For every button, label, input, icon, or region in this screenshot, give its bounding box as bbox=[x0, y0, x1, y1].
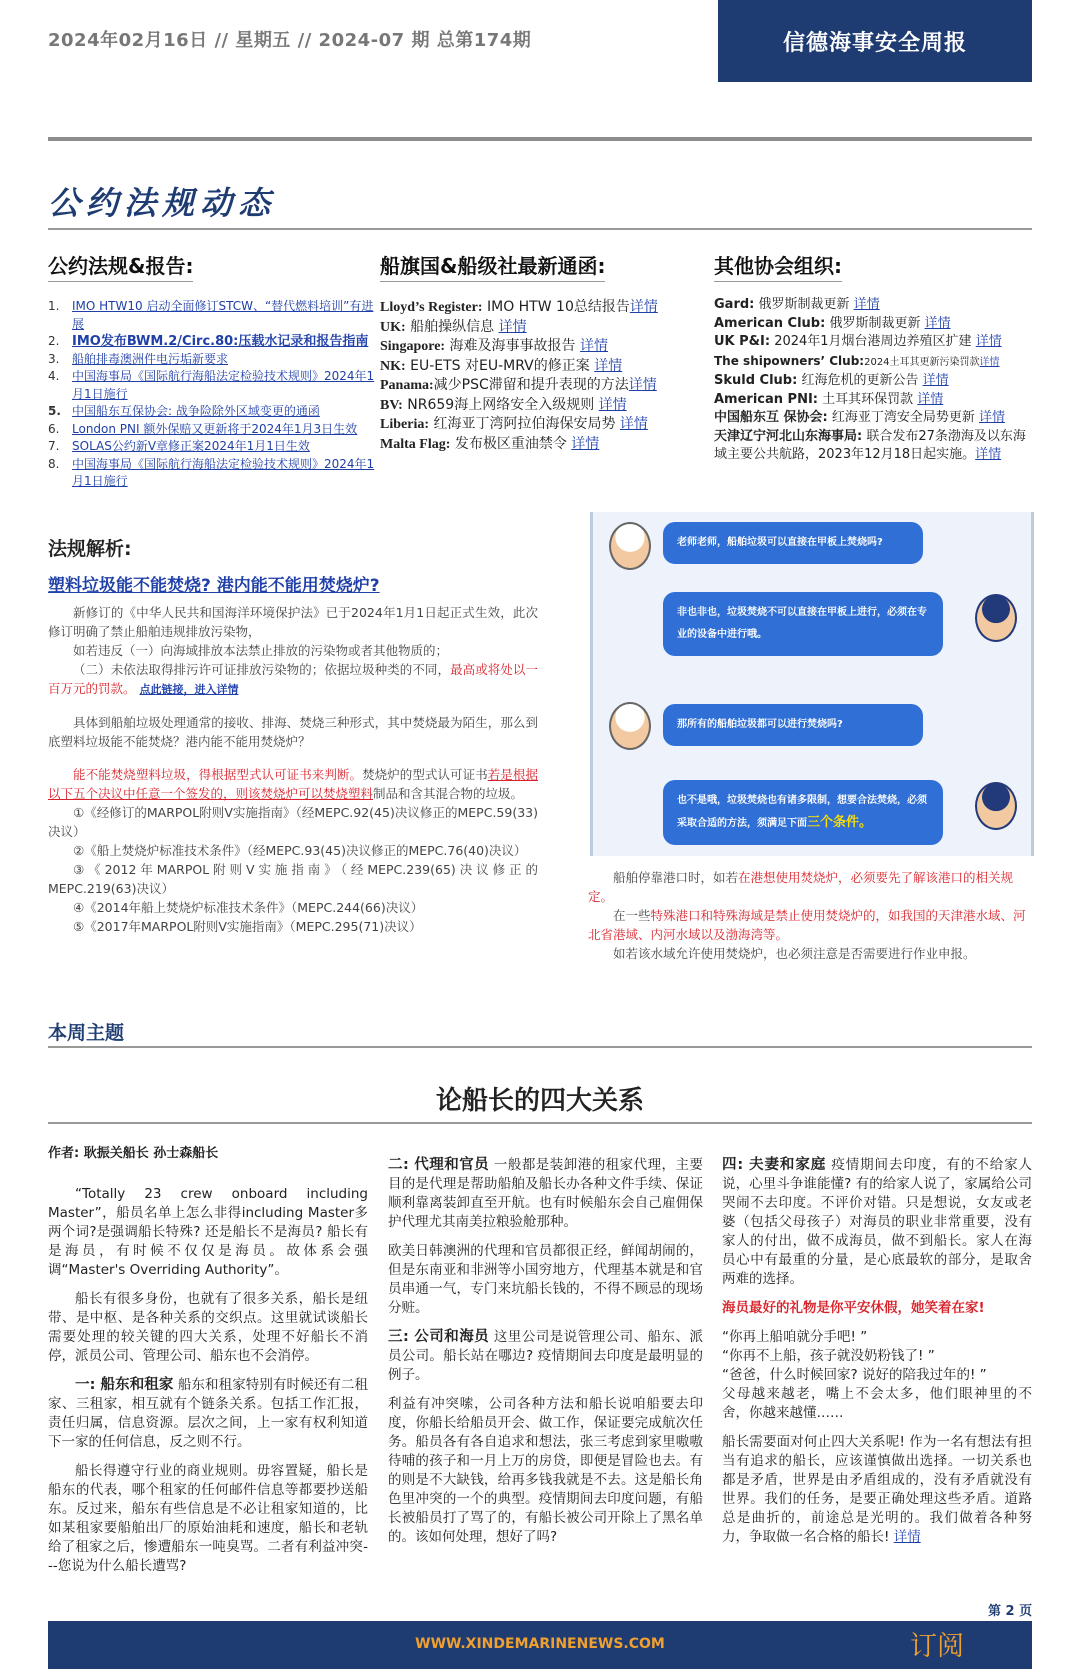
list-item: Gard: 俄罗斯制裁更新 详情 bbox=[714, 297, 880, 312]
section-title: 公约法规动态 bbox=[48, 184, 277, 222]
paragraph: 利益有冲突嗦，公司各种方法和船长说咱船要去印度，你船长给船员开会、做工作，保证要完成航次任务。船员各有各自追求和想法，张三考虑到家里嗷嗷待哺的孩子和一月上万的房贷，即便是冒险也去。有的则是不大缺钱，给再多钱我就是不去。这是船长角色里冲突的一个的典型。疫情期间去印度问题，有船长被船员打了骂了的，有船长被公司开除上了黑名单的。该如何处理，想好了吗? bbox=[388, 1396, 703, 1545]
resolution-item: ⑤《2017年MARPOL附则V实施指南》（MEPC.295(71)决议） bbox=[73, 919, 422, 934]
chat-bubble-answer: 也不是哦，垃圾焚烧也有诸多限制，想要合法焚烧，必须采取合适的方法，须满足下面三个条件。 bbox=[663, 780, 943, 845]
article-column-2 bbox=[388, 1156, 703, 1557]
regulation-link[interactable]: 中国海事局《国际航行海船法定检验技术规则》2024年1月1日施行 bbox=[72, 369, 375, 401]
weekly-divider bbox=[48, 1046, 1032, 1048]
list-item: Liberia: 红海亚丁湾阿拉伯海保安局势 详情 bbox=[380, 416, 648, 432]
regulation-link[interactable]: 中国海事局《国际航行海船法定检验技术规则》2024年1月1日施行 bbox=[72, 456, 375, 488]
paragraph: （二）未依法取得排污许可证排放污染物的；依据垃圾种类的不同，最高或将处以一百万元的罚款。 点此链接，进入详情 bbox=[48, 662, 538, 696]
list-item: The shipowners’ Club:2024土耳其更新污染罚款详情 bbox=[714, 353, 1000, 368]
detail-link[interactable]: 详情 bbox=[917, 391, 944, 407]
paragraph: 三: 公司和海员 这里公司是说管理公司、船东、派员公司。船长站在哪边? 疫情期间去印度是最明显的例子。 bbox=[388, 1329, 703, 1383]
resolution-item: ②《船上焚烧炉标准技术条件》（经MEPC.93(45)决议修正的MEPC.76(40)决议） bbox=[73, 843, 527, 858]
detail-link[interactable]: 详情 bbox=[922, 373, 949, 388]
paragraph: 船长得遵守行业的商业规则。毋容置疑，船长是船东的代表，哪个租家的任何邮件信息等都要抄送船东。反过来，船东有些信息是不必让租家知道的，比如某租家要船舶出厂的原始油耗和速度，船长和老轨给了租家之后，惨遭船东一吨臭骂。二者有利益冲突---您说为什么船长遭骂? bbox=[48, 1463, 368, 1574]
list-item: Malta Flag: 发布极区重油禁令 详情 bbox=[380, 435, 600, 452]
paragraph: “Totally 23 crew onboard including Master”，船员名单上怎么非得including Master多两个词?是强调船长特殊? 还是船长不是海员? 船长有是海员，有时候不仅仅是海员。故体系会强调“Master's Overriding Authority”。 bbox=[48, 1186, 368, 1278]
regulation-link[interactable]: IMO发布BWM.2/Circ.80:压载水记录和报告指南 bbox=[72, 334, 369, 349]
detail-link[interactable]: 详情 bbox=[498, 318, 527, 335]
list-item: Singapore: 海难及海事事故报告 详情 bbox=[380, 338, 608, 354]
brand-box bbox=[718, 0, 1032, 82]
list-item: American PNI: 土耳其环保罚款 详情 bbox=[714, 391, 944, 407]
paragraph: 在一些特殊港口和特殊海域是禁止使用焚烧炉的，如我国的天津港水域、河北省港域、内河水域以及渤海湾等。 bbox=[588, 908, 1026, 942]
paragraph: 如若违反（一）向海域排放本法禁止排放的污染物或者其他物质的； bbox=[73, 643, 449, 658]
paragraph: 能不能焚烧塑料垃圾，得根据型式认可证书来判断。焚烧炉的型式认可证书若是根据以下五个决议中任意一个签发的，则该焚烧炉可以焚烧塑料制品和含其混合物的垃圾。 bbox=[48, 767, 538, 801]
article-column-1 bbox=[48, 1144, 368, 1586]
article-title: 论船长的四大关系 bbox=[435, 1086, 644, 1116]
analysis-body bbox=[48, 603, 538, 936]
list-item: American Club: 俄罗斯制裁更新 详情 bbox=[714, 315, 951, 331]
regulation-link[interactable]: IMO HTW10 启动全面修订STCW、“替代燃料培训”有进展 bbox=[72, 299, 374, 331]
chef-avatar bbox=[609, 702, 651, 750]
website-link[interactable]: WWW.XINDEMARINENEWS.COM bbox=[415, 1636, 665, 1652]
paragraph: 四: 夫妻和家庭 疫情期间去印度，有的不给家人说，心里斗争谁能懂? 有的给家人说了，家属给公司哭闹不去印度。不评价对错。只是想说，女友或老婆（包括父母孩子）对海员的职业非常重要，没有家人的付出，做不成海员，做不到船长。家人在海员心中有最重的分量，是心底最软的部分，是取舍两难的选择。 bbox=[722, 1157, 1032, 1287]
list-item[interactable]: 8. 中国海事局《国际航行海船法定检验技术规则》2024年1月1日施行 bbox=[48, 456, 378, 491]
list-item: NK: EU-ETS 对EU-MRV的修正案 详情 bbox=[380, 357, 623, 374]
regulation-link[interactable]: 船舶排毒澳洲件电污垢新要求 bbox=[72, 351, 229, 366]
list-item[interactable]: 6. London PNI 额外保赔又更新将于2024年1月3日生效 bbox=[48, 421, 378, 439]
association-list bbox=[714, 296, 1032, 465]
captain-avatar bbox=[975, 594, 1017, 642]
flag-state-list bbox=[380, 298, 700, 454]
resolution-item: ④《2014年船上焚烧炉标准技术条件》（MEPC.244(66)决议） bbox=[73, 900, 424, 915]
list-item: Skuld Club: 红海危机的更新公告 详情 bbox=[714, 373, 949, 388]
analysis-subtitle-link[interactable]: 塑料垃圾能不能焚烧? 港内能不能用焚烧炉? bbox=[48, 576, 380, 596]
detail-link[interactable]: 点此链接，进入详情 bbox=[139, 683, 239, 696]
chat-bubble-answer: 非也非也，垃圾焚烧不可以直接在甲板上进行，必须在专业的设备中进行哦。 bbox=[663, 592, 943, 656]
subscribe-button[interactable]: 订阅 bbox=[910, 1631, 964, 1662]
list-item[interactable]: 2. IMO发布BWM.2/Circ.80:压载水记录和报告指南 bbox=[48, 334, 369, 349]
regulation-link[interactable]: 中国船东互保协会: 战争险除外区域变更的通函 bbox=[72, 404, 320, 418]
detail-link[interactable]: 详情 bbox=[975, 447, 1002, 462]
detail-link[interactable]: 详情 bbox=[853, 297, 880, 312]
list-item: 天津辽宁河北山东海事局: 联合发布27条渤海及以东海域主要公共航路，2023年12月18日起实施。详情 bbox=[714, 428, 1026, 462]
brand-title: 信德海事安全周报 bbox=[782, 30, 967, 56]
detail-link[interactable]: 详情 bbox=[619, 416, 648, 432]
list-item[interactable]: 3. 船舶排毒澳洲件电污垢新要求 bbox=[48, 351, 378, 369]
header-divider bbox=[48, 137, 1032, 141]
dialogue-quotes: “你再上船咱就分手吧! ” “你再不上船，孩子就没奶粉钱了! ” “爸爸，什么时候回家? 说好的陪我过年的! ” 父母越来越老，嘴上不会太多，他们眼神里的不舍，你越来越懂…… bbox=[722, 1329, 1032, 1421]
detail-link[interactable]: 详情 bbox=[571, 435, 600, 452]
resolution-item: ③《2012年MARPOL附则V实施指南》（经MEPC.239(65)决议修正的MEPC.219(63)决议） bbox=[48, 862, 538, 896]
list-item: UK: 船舶操纵信息 详情 bbox=[380, 318, 527, 335]
detail-link[interactable]: 详情 bbox=[975, 334, 1002, 349]
list-item: Lloyd’s Register: IMO HTW 10总结报告详情 bbox=[380, 299, 658, 315]
list-item[interactable]: 7. SOLAS公约新V章修正案2024年1月1日生效 bbox=[48, 438, 378, 456]
paragraph: 具体到船舶垃圾处理通常的接收、排海、焚烧三种形式，其中焚烧最为陌生，那么到底塑料垃圾能不能焚烧？港内能不能用焚烧炉？ bbox=[48, 715, 538, 749]
chat-bubble-question: 老师老师，船舶垃圾可以直接在甲板上焚烧吗? bbox=[663, 522, 923, 564]
paragraph: 船长需要面对何止四大关系呢! 作为一名有想法有担当有追求的船长，应该谨慎做出选择。一切关系也都是矛盾，世界是由矛盾组成的，没有矛盾就没有世界。我们的任务，是要正确处理这些矛盾。道路总是曲折的，前途总是光明的。我们做着各种努力，争取做一名合格的船长! 详情 bbox=[722, 1434, 1032, 1545]
detail-link[interactable]: 详情 bbox=[893, 1529, 921, 1545]
detail-link[interactable]: 详情 bbox=[598, 396, 627, 413]
paragraph: 欧美日韩澳洲的代理和官员都很正经，鲜闻胡闹的，但是东南亚和非洲等小国穷地方，代理基本就是和官员串通一气，专门来坑船长钱的，不得不顾忌的现场分赃。 bbox=[388, 1243, 703, 1316]
chat-illustration bbox=[590, 512, 1034, 856]
chef-avatar bbox=[609, 522, 651, 570]
issue-line: 2024年02月16日 // 星期五 // 2024-07 期 总第174期 bbox=[48, 30, 532, 51]
paragraph: 二: 代理和官员 一般都是装卸港的租家代理，主要目的是代理是帮助船舶及船长办各种文件手续、保证顺利靠离装卸直至开航。也有时候船东会自己雇佣保护代理尤其南美拉粮验舱那种。 bbox=[388, 1157, 703, 1230]
analysis-heading: 法规解析: bbox=[48, 538, 132, 560]
article-author: 作者: 耿振关船长 孙士森船长 bbox=[48, 1146, 219, 1161]
paragraph: 如若该水域允许使用焚烧炉，也必须注意是否需要进行作业申报。 bbox=[613, 946, 976, 961]
paragraph: 一: 船东和租家 船东和租家特别有时候还有二租家、三租家，相互就有个链条关系。包括工作汇报，责任归属，信息资源。层次之间，上一家有权利知道下一家的任何信息，反之则不行。 bbox=[48, 1377, 368, 1450]
regulation-list bbox=[48, 298, 378, 491]
analysis-right-text bbox=[588, 868, 1034, 963]
article-divider bbox=[48, 1122, 1032, 1124]
list-item[interactable]: 5. 中国船东互保协会: 战争险除外区域变更的通函 bbox=[48, 403, 378, 421]
weekly-heading: 本周主题 bbox=[48, 1022, 125, 1044]
list-item: UK P&I: 2024年1月烟台港周边养殖区扩建 详情 bbox=[714, 334, 1002, 349]
detail-link[interactable]: 详情 bbox=[629, 299, 658, 315]
list-item[interactable]: 1. IMO HTW10 启动全面修订STCW、“替代燃料培训”有进展 bbox=[48, 298, 378, 333]
list-item: 中国船东互 保协会: 红海亚丁湾安全局势更新 详情 bbox=[714, 410, 1006, 425]
section-title-divider bbox=[48, 228, 1032, 230]
detail-link[interactable]: 详情 bbox=[979, 410, 1006, 425]
list-item: BV: NR659海上网络安全入级规则 详情 bbox=[380, 396, 627, 413]
list-item[interactable]: 4. 中国海事局《国际航行海船法定检验技术规则》2024年1月1日施行 bbox=[48, 368, 378, 403]
resolution-item: ①《经修订的MARPOL附则V实施指南》（经MEPC.92(45)决议修正的MEPC.59(33)决议） bbox=[48, 805, 538, 839]
page-number: 第 2 页 bbox=[988, 1604, 1033, 1619]
chat-bubble-question: 那所有的船舶垃圾都可以进行焚烧吗? bbox=[663, 704, 923, 746]
captain-avatar bbox=[975, 782, 1017, 830]
paragraph: 船长有很多身份，也就有了很多关系，船长是纽带、是中枢、是各种关系的交织点。这里就试谈船长需要处理的较关键的四大关系，处理不好船长不消停，派员公司、管理公司、船东也不会消停。 bbox=[48, 1291, 368, 1364]
detail-link[interactable]: 详情 bbox=[594, 357, 623, 374]
col1-heading: 公约法规&报告: bbox=[48, 250, 193, 282]
detail-link[interactable]: 详情 bbox=[628, 377, 657, 393]
detail-link[interactable]: 详情 bbox=[924, 315, 951, 331]
list-item: Panama:减少PSC滞留和提升表现的方法详情 bbox=[380, 377, 657, 393]
regulation-link[interactable]: SOLAS公约新V章修正案2024年1月1日生效 bbox=[72, 439, 310, 453]
highlight-quote: 海员最好的礼物是你平安休假，她笑着在家! bbox=[722, 1300, 985, 1316]
paragraph: 船舶停靠港口时，如若在港想使用焚烧炉，必须要先了解该港口的相关规定。 bbox=[588, 870, 1014, 904]
col3-heading: 其他协会组织: bbox=[714, 250, 842, 282]
col2-heading: 船旗国&船级社最新通函: bbox=[380, 250, 605, 282]
paragraph: 新修订的《中华人民共和国海洋环境保护法》已于2024年1月1日起正式生效，此次修订明确了禁止船舶违规排放污染物， bbox=[48, 605, 538, 639]
detail-link[interactable]: 详情 bbox=[979, 356, 1000, 368]
detail-link[interactable]: 详情 bbox=[580, 338, 608, 354]
article-column-3 bbox=[722, 1156, 1032, 1557]
regulation-link[interactable]: London PNI 额外保赔又更新将于2024年1月3日生效 bbox=[72, 421, 358, 436]
